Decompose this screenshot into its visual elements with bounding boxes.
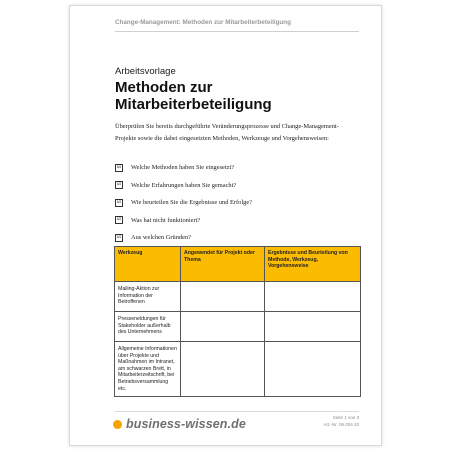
- table-cell-applied[interactable]: [181, 342, 265, 397]
- checkbox-icon: [115, 234, 123, 242]
- tools-table-wrapper: [114, 246, 360, 397]
- logo-dot-icon: [113, 420, 122, 429]
- column-header-tool: Werkzeug: [115, 247, 181, 282]
- logo-wordmark: business-wissen.de: [126, 417, 246, 431]
- checklist-text: Welche Erfahrungen haben Sie gemacht?: [131, 181, 237, 189]
- checklist-item: [115, 194, 355, 212]
- checkbox-icon: [115, 164, 123, 172]
- check-mark: ☑: [116, 199, 122, 205]
- intro-paragraph: Überprüfen Sie bereits durchgeführte Veränderungsprozesse und Change-Management-Projekte sowie die dabei eingesetzten Methoden, Werkzeuge und Vorgehensweisen:: [115, 123, 339, 142]
- checklist-text: Wie beurteilen Sie die Ergebnisse und Erfolge?: [131, 199, 253, 207]
- table-row: [115, 312, 361, 342]
- checkbox-icon: [115, 216, 123, 224]
- table-cell-tool: Allgemeine Informationen über Projekte und Maßnahmen im Intranet, am schwarzen Brett, in Mitarbeiterzeitschrift, bei Betriebsversammlung etc.: [115, 342, 181, 397]
- header-divider: [115, 31, 359, 32]
- table-cell-results[interactable]: [265, 282, 361, 312]
- checkbox-icon: [115, 199, 123, 207]
- footer-divider: [115, 411, 359, 412]
- table-row: [115, 342, 361, 397]
- check-mark: ☑: [116, 217, 122, 223]
- table-header-row: [115, 247, 361, 282]
- checklist-item: [115, 159, 355, 177]
- column-header-results: Ergebnisse und Beurteilung von Methode, Werkzeug, Vorgehensweise: [265, 247, 361, 282]
- running-header: Change-Management: Methoden zur Mitarbeiterbeteiligung: [115, 19, 291, 26]
- document-page: [69, 5, 382, 446]
- table-cell-results[interactable]: [265, 312, 361, 342]
- question-checklist: [115, 159, 355, 247]
- check-mark: ☑: [116, 182, 122, 188]
- page-title: [115, 79, 272, 113]
- check-mark: ☑: [116, 164, 122, 170]
- document-type-label: Arbeitsvorlage: [115, 66, 176, 77]
- checklist-item: [115, 212, 355, 230]
- checklist-text: Welche Methoden haben Sie eingesetzt?: [131, 164, 235, 172]
- checklist-text: Was hat nicht funktioniert?: [131, 216, 201, 224]
- table-cell-tool: Presseneldungen für Stakeholder außerhalb des Unternehmens: [115, 312, 181, 342]
- table-row: [115, 282, 361, 312]
- checklist-item: [115, 229, 355, 247]
- page-number: Seite 1 von 3: [332, 415, 359, 420]
- table-cell-results[interactable]: [265, 342, 361, 397]
- table-cell-applied[interactable]: [181, 312, 265, 342]
- checklist-text: Aus welchen Gründen?: [131, 234, 191, 242]
- check-mark: ☑: [116, 234, 122, 240]
- table-cell-applied[interactable]: [181, 282, 265, 312]
- footer-meta: [323, 415, 359, 428]
- brand-logo: [113, 417, 246, 431]
- tools-table: [114, 246, 361, 397]
- table-cell-tool: Mailing-Aktion zur Information der Betroffenen: [115, 282, 181, 312]
- article-number: Art.-Nr. 06.004.10: [323, 421, 359, 427]
- checkbox-icon: [115, 181, 123, 189]
- title-line-1: Methoden zur: [115, 79, 213, 96]
- column-header-applied: Angewendet für Projekt oder Thema: [181, 247, 265, 282]
- title-line-2: Mitarbeiterbeteiligung: [115, 96, 272, 113]
- checklist-item: [115, 177, 355, 195]
